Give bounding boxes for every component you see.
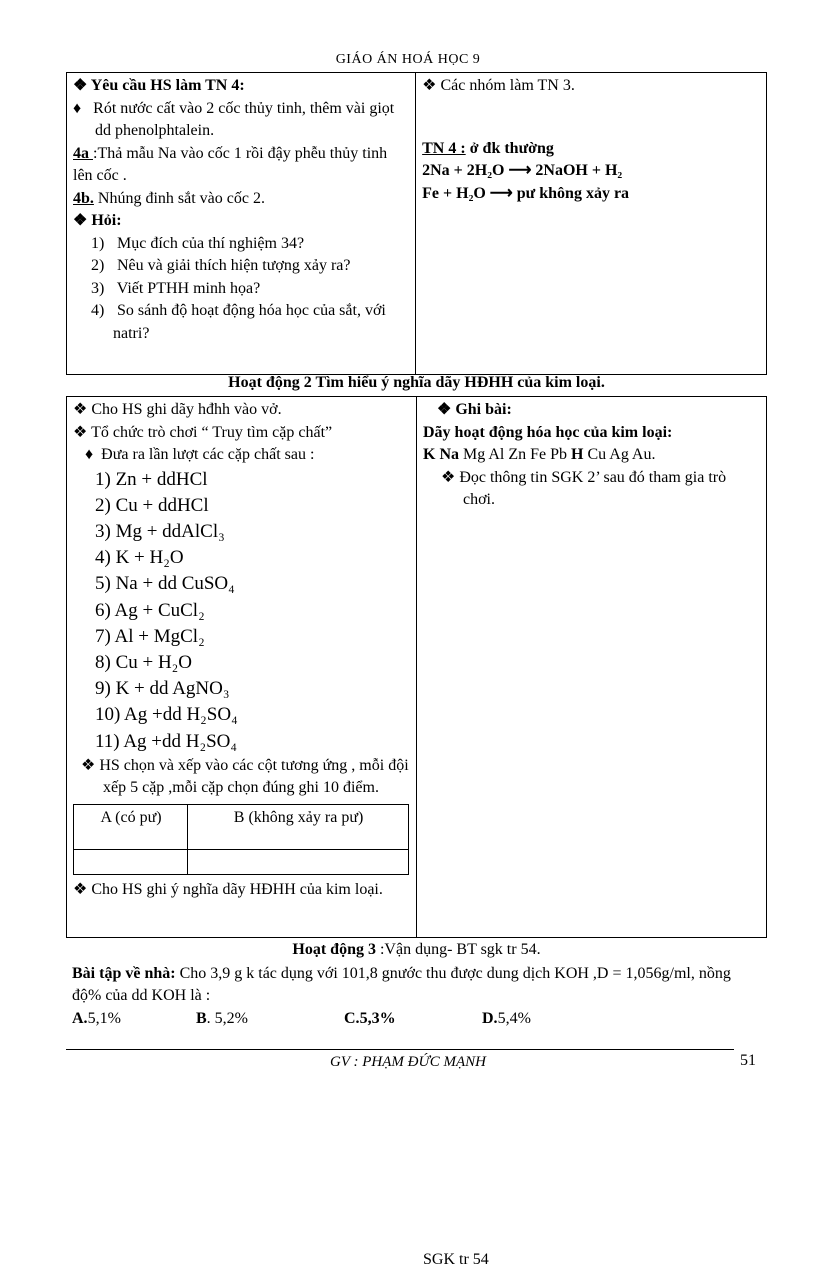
- read-instruction: ❖ Đọc thông tin SGK 2’ sau đó tham gia trò chơi.: [423, 467, 761, 512]
- item-record-series: ❖ Cho HS ghi dãy hđhh vào vở.: [73, 399, 411, 422]
- pair-item: 3) Mg + ddAlCl₃: [95, 519, 411, 545]
- activity-series: K Na Mg Al Zn Fe Pb H Cu Ag Au.: [423, 444, 761, 467]
- pair-item: 10) Ag +dd H₂SO₄: [95, 702, 411, 728]
- final-note: ❖ Cho HS ghi ý nghĩa dãy HĐHH của kim loại.: [73, 879, 411, 902]
- step-4a: 4a :Thả mẫu Na vào cốc 1 rồi đậy phễu thủy tinh lên cốc .: [73, 143, 410, 188]
- instruction-text: ❖ HS chọn và xếp vào các cột tương ứng , mỗi đội xếp 5 cặp ,mỗi cặp chọn đúng ghi 10 điểm.: [73, 755, 411, 800]
- ask-heading: ❖ Hỏi:: [73, 210, 410, 233]
- question-item: 2) Nêu và giải thích hiện tượng xảy ra?: [73, 255, 410, 278]
- groups-note: ❖ Các nhóm làm TN 3.: [422, 75, 761, 98]
- question-item: 4) So sánh độ hoạt động hóa học của sắt, với natri?: [73, 300, 410, 345]
- pair-item: 2) Cu + ddHCl: [95, 493, 411, 519]
- teacher-column: [67, 73, 416, 375]
- column-a-header: A (có pư): [74, 804, 188, 849]
- page-header: GIÁO ÁN HOÁ HỌC 9: [0, 52, 816, 68]
- question-item: 3) Viết PTHH minh họa?: [73, 278, 410, 301]
- student-column: [416, 397, 766, 938]
- answer-columns-table: [73, 804, 409, 875]
- footer-divider: [66, 1049, 734, 1050]
- step-4b: 4b. Nhúng đinh sắt vào cốc 2.: [73, 188, 410, 211]
- student-column: [416, 73, 767, 375]
- equation-na: 2Na + 2H₂O ⟶ 2NaOH + H₂: [422, 160, 761, 183]
- pair-item: 4) K + H₂O: [95, 545, 411, 571]
- item-game: ❖ Tổ chức trò chơi “ Truy tìm cặp chất”: [73, 422, 411, 445]
- activity-series-table: [66, 396, 767, 938]
- experiment-table: [66, 72, 767, 375]
- pair-item: 8) Cu + H₂O: [95, 650, 411, 676]
- answer-b: B . 5,2%: [196, 1010, 207, 1028]
- item-pairs-intro: ♦ Đưa ra lần lượt các cặp chất sau :: [73, 444, 411, 467]
- pair-item: 6) Ag + CuCl₂: [95, 598, 411, 624]
- answer-c: C.5,3%: [344, 1010, 396, 1028]
- pair-item: 5) Na + dd CuSO₄: [95, 571, 411, 597]
- column-a-cell: [74, 849, 188, 874]
- teacher-column: [67, 397, 417, 938]
- teacher-name: GV : PHẠM ĐỨC MẠNH: [330, 1054, 486, 1071]
- answer-d: D. 5,4%: [482, 1010, 498, 1028]
- pair-item: 9) K + dd AgNO₃: [95, 676, 411, 702]
- page-number: 51: [740, 1052, 756, 1070]
- textbook-ref: SGK tr 54: [423, 1249, 489, 1271]
- pair-item: 11) Ag +dd H₂SO₄: [95, 729, 411, 755]
- activity3-line: Hoạt động 3 :Vận dụng- BT sgk tr 54.: [66, 941, 767, 959]
- pair-item: 7) Al + MgCl₂: [95, 624, 411, 650]
- series-title: Dãy hoạt động hóa học của kim loại:: [423, 422, 761, 445]
- column-b-cell: [188, 849, 409, 874]
- question-item: 1) Mục đích của thí nghiệm 34?: [73, 233, 410, 256]
- substance-pairs: [73, 467, 411, 755]
- homework: Bài tập về nhà: Cho 3,9 g k tác dụng với 101,8 gnước thu được dung dịch KOH ,D = 1,056g/ml, nồng độ% của dd KOH là :: [72, 963, 752, 1007]
- step-text: ♦ Rót nước cất vào 2 cốc thủy tinh, thêm vài giọt dd phenolphtalein.: [73, 98, 410, 143]
- column-b-header: B (không xảy ra pư): [188, 804, 409, 849]
- tn4-request: ❖ Yêu cầu HS làm TN 4:: [73, 75, 410, 98]
- note-heading: ❖ Ghi bài:: [423, 399, 761, 422]
- answer-a: A. 5,1%: [72, 1010, 88, 1028]
- equation-fe: Fe + H₂O ⟶ pư không xảy ra: [422, 183, 761, 206]
- question-list: [73, 233, 410, 346]
- tn4-result: TN 4 : ở đk thường: [422, 138, 761, 161]
- pair-item: 1) Zn + ddHCl: [95, 467, 411, 493]
- activity2-title: Hoạt động 2 Tìm hiểu ý nghĩa dãy HĐHH của kim loại.: [66, 374, 767, 392]
